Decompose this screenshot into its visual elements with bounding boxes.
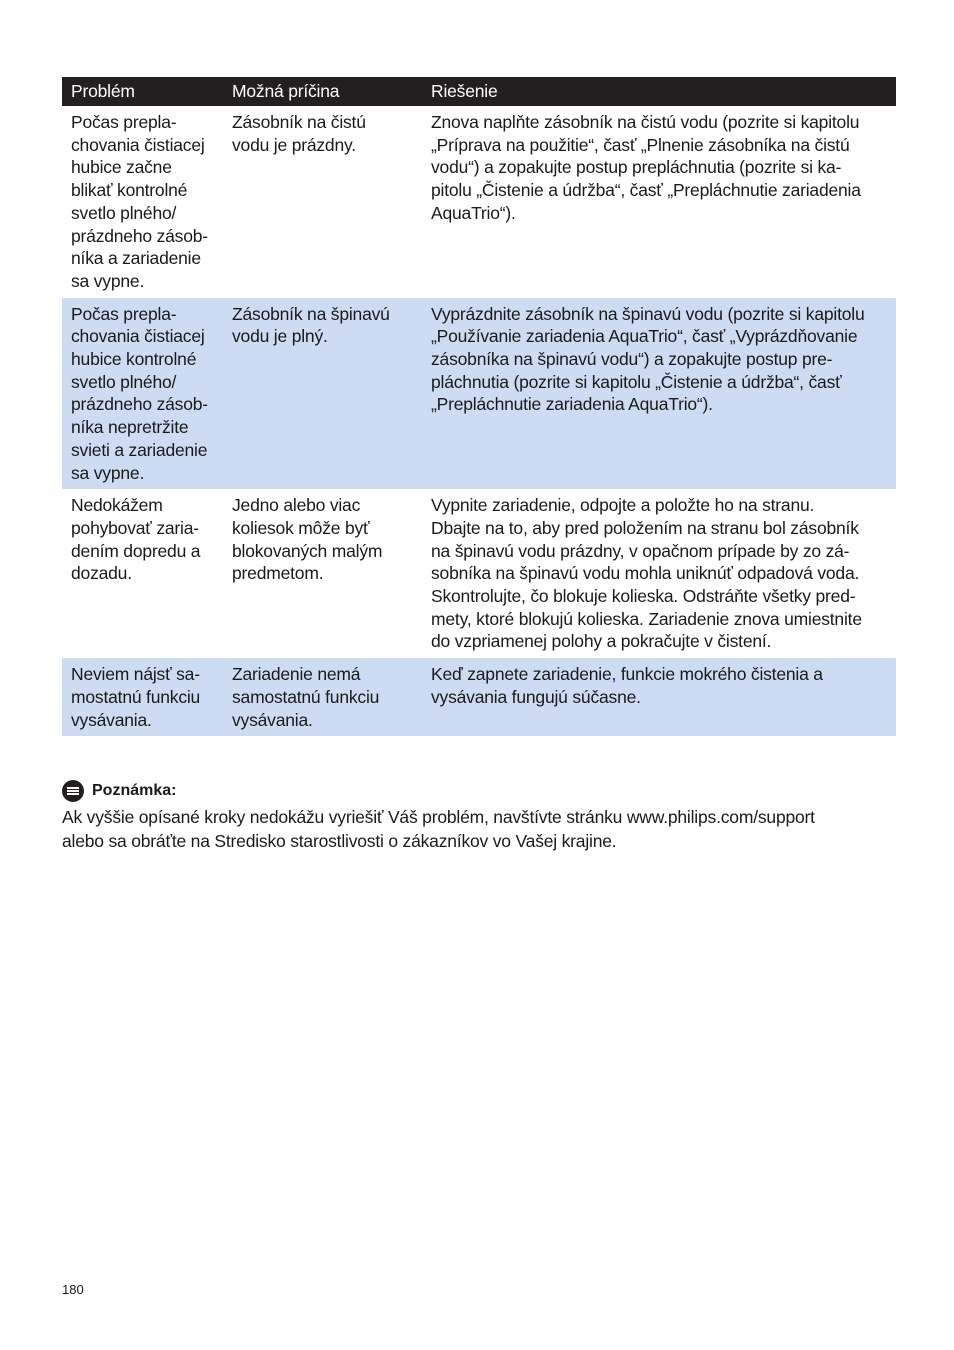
note-heading [62,779,882,803]
note-section [62,779,882,853]
problem-cell: Počas prepla- chovania čistiacej hubice začne blikať kontrolné svetlo plného/ prázdneho zásob- níka a zariadenie sa vypne. [71,112,208,291]
solution-cell: Znova naplňte zásobník na čistú vodu (pozrite si kapitolu „Príprava na použitie“, časť „Plnenie zásobníka na čistú vodu“) a zopakujte postup prepláchnutia (pozrite si ka- pitolu „Čistenie a údržba“, časť „Prepláchnutie zariadenia AquaTrio“). [431,112,861,223]
table-row [62,298,896,490]
troubleshooting-table [62,77,896,736]
cause-cell: Jedno alebo viac koliesok môže byť blokovaných malým predmetom. [232,495,383,584]
header-cause: Možná príčina [223,77,422,106]
table-row [62,489,896,658]
table-row [62,658,896,736]
problem-cell: Nedokážem pohybovať zaria- dením dopredu a dozadu. [71,495,201,584]
note-title: Poznámka: [92,782,177,799]
cause-cell: Zásobník na špinavú vodu je plný. [223,298,422,490]
note-icon [62,780,84,802]
note-text: Ak vyššie opísané kroky nedokážu vyriešiť Váš problém, navštívte stránku www.philips.com/support alebo sa obráťte na Stredisko starostlivosti o zákazníkov vo Vašej krajine. [62,807,815,851]
table-header-row [62,77,896,106]
problem-cell: Neviem nájsť sa- mostatnú funkciu vysávania. [62,658,223,736]
header-solution: Riešenie [422,77,896,106]
table-row [62,106,896,298]
problem-cell: Počas prepla- chovania čistiacej hubice kontrolné svetlo plného/ prázdneho zásob- níka nepretržite svieti a zariadenie sa vypne. [62,298,223,490]
solution-cell: Vypnite zariadenie, odpojte a položte ho na stranu. Dbajte na to, aby pred položením na stranu bol zásobník na špinavú vodu prázdny, v opačnom prípade by zo zá- sobníka na špinavú vodu mohla uniknúť odpadová voda. Skontrolujte, čo blokuje kolieska. Odstráňte všetky pred- mety, ktoré blokujú kolieska. Zariadenie znova umiestnite do vzpriamenej polohy a pokračujte v čistení. [431,495,862,652]
page-number: 180 [62,1282,84,1297]
solution-cell: Vyprázdnite zásobník na špinavú vodu (pozrite si kapitolu „Používanie zariadenia AquaTrio“, časť „Vyprázdňovanie zásobníka na špinavú vodu“) a zopakujte postup pre- pláchnutia (pozrite si kapitolu „Čistenie a údržba“, časť „Prepláchnutie zariadenia AquaTrio“). [422,298,896,490]
cause-cell: Zariadenie nemá samostatnú funkciu vysávania. [223,658,422,736]
cause-cell: Zásobník na čistú vodu je prázdny. [232,112,366,155]
solution-cell: Keď zapnete zariadenie, funkcie mokrého čistenia a vysávania fungujú súčasne. [422,658,896,736]
header-problem: Problém [62,77,223,106]
